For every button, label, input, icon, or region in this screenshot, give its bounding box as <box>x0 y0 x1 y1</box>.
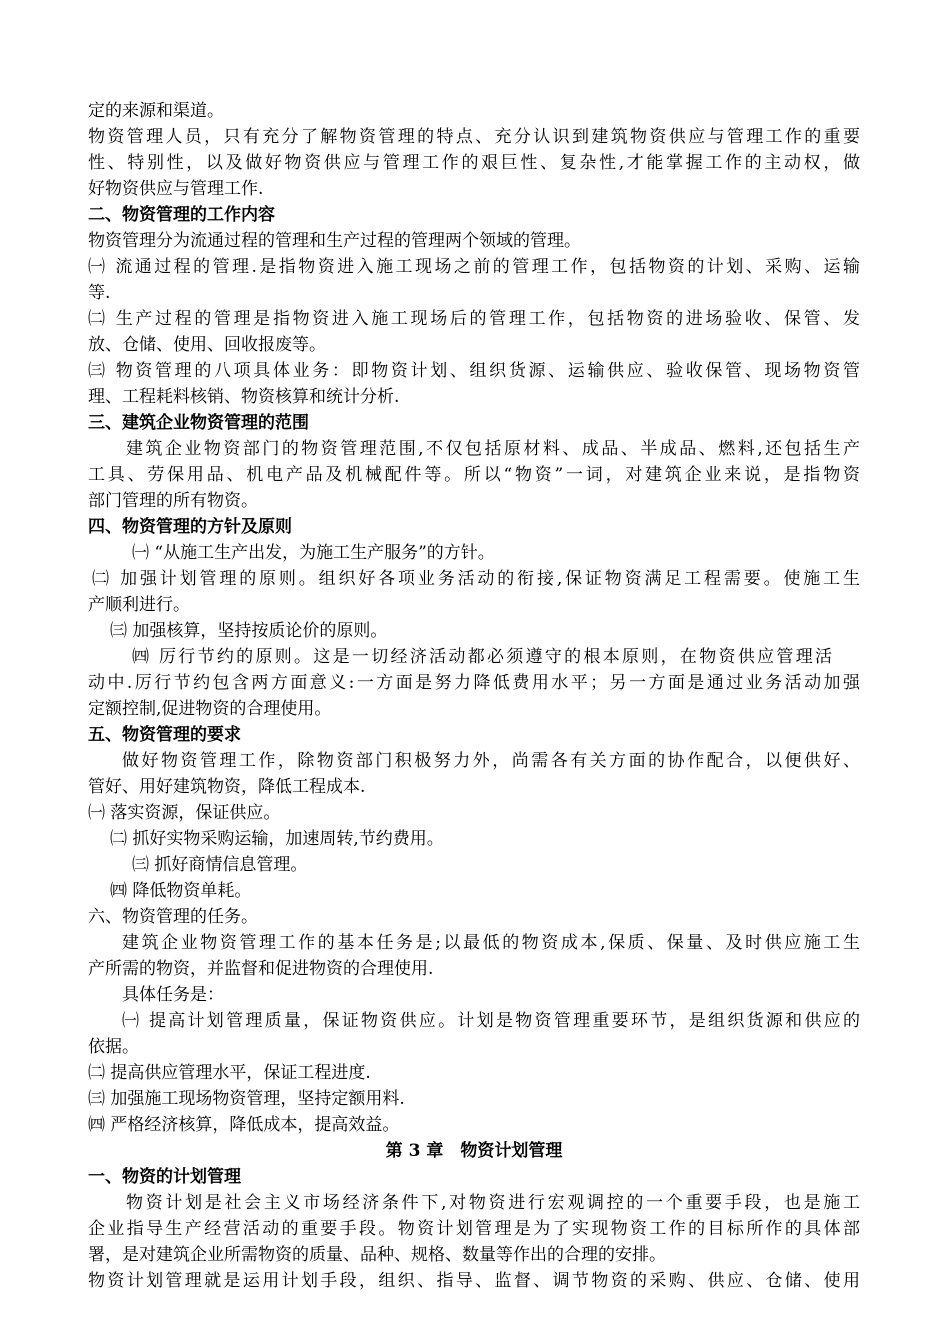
list-item: ㈢ 加强施工现场物资管理，坚持定额用料. <box>88 1089 405 1109</box>
list-item: ㈢ 物资管理的八项具体业务：即物资计划、组织货源、运输供应、验收保管、现场物资管 <box>88 361 860 381</box>
list-item: ㈢ 加强核算，坚持按质论价的原则。 <box>110 621 388 641</box>
text-line: 具体任务是： <box>122 985 224 1005</box>
section-heading: 二、物资管理的工作内容 <box>88 205 275 225</box>
section-heading: 四、物资管理的方针及原则 <box>88 517 292 537</box>
text-line: 理、工程耗料核销、物资核算和统计分析. <box>88 387 400 407</box>
text-line: 部门管理的所有物资。 <box>88 491 258 511</box>
text-line: 产顺利进行。 <box>88 595 190 615</box>
section-heading: 六、物资管理的任务。 <box>88 907 258 927</box>
document-page <box>88 98 860 1294</box>
text-line: 工具、劳保用品、机电产品及机械配件等。所以“物资”一词，对建筑企业来说，是指物资 <box>88 465 860 485</box>
list-item: ㈠ 流通过程的管理.是指物资进入施工现场之前的管理工作，包括物资的计划、采购、运输 <box>88 257 860 277</box>
list-item: ㈣ 严格经济核算，降低成本，提高效益。 <box>88 1115 400 1135</box>
text-line: 企业指导生产经营活动的重要手段。物资计划管理是为了实现物资工作的目标所作的具体部 <box>88 1219 860 1239</box>
text-line: 物资管理分为流通过程的管理和生产过程的管理两个领域的管理。 <box>88 231 581 251</box>
text-line: 产所需的物资，并监督和促进物资的合理使用. <box>88 959 434 979</box>
text-line: 放、仓储、使用、回收报废等。 <box>88 335 326 355</box>
text-line: 署，是对建筑企业所需物资的质量、品种、规格、数量等作出的合理的安排。 <box>88 1245 666 1265</box>
text-line: 物资计划管理就是运用计划手段，组织、指导、监督、调节物资的采购、供应、仓储、使用 <box>88 1271 860 1291</box>
text-line: 建筑企业物资管理工作的基本任务是;以最低的物资成本,保质、保量、及时供应施工生 <box>122 933 860 953</box>
text-line: 做好物资管理工作，除物资部门积极努力外，尚需各有关方面的协作配合，以便供好、 <box>122 751 860 771</box>
section-heading: 一、物资的计划管理 <box>88 1167 241 1187</box>
text-line: 等. <box>88 283 111 303</box>
section-heading: 三、建筑企业物资管理的范围 <box>88 413 309 433</box>
list-item: ㈡ 加强计划管理的原则。组织好各项业务活动的衔接,保证物资满足工程需要。使施工生 <box>92 569 860 589</box>
text-line: 建筑企业物资部门的物资管理范围,不仅包括原材料、成品、半成品、燃料,还包括生产 <box>126 439 860 459</box>
list-item: ㈠ 落实资源，保证供应。 <box>88 803 281 823</box>
list-item: ㈣ 厉行节约的原则。这是一切经济活动都必须遵守的根本原则，在物资供应管理活 <box>132 647 832 667</box>
text-line: 定的来源和渠道。 <box>88 101 224 121</box>
text-line: 性、特别性，以及做好物资供应与管理工作的艰巨性、复杂性,才能掌握工作的主动权，做 <box>88 153 860 173</box>
list-item: ㈡ 生产过程的管理是指物资进入施工现场后的管理工作，包括物资的进场验收、保管、发 <box>88 309 860 329</box>
text-line: 物资计划是社会主义市场经济条件下,对物资进行宏观调控的一个重要手段，也是施工 <box>126 1193 860 1213</box>
list-item: ㈡ 提高供应管理水平，保证工程进度. <box>88 1063 371 1083</box>
text-line: 管好、用好建筑物资，降低工程成本. <box>88 777 366 797</box>
section-heading: 五、物资管理的要求 <box>88 725 241 745</box>
text-line: 好物资供应与管理工作. <box>88 179 264 199</box>
list-item: ㈠ “从施工生产出发，为施工生产服务”的方针。 <box>132 543 495 563</box>
chapter-title: 第 3 章 物资计划管理 <box>385 1141 563 1161</box>
text-line: 依据。 <box>88 1037 139 1057</box>
list-item: ㈠ 提高计划管理质量，保证物资供应。计划是物资管理重要环节，是组织货源和供应的 <box>122 1011 860 1031</box>
text-line: 物资管理人员，只有充分了解物资管理的特点、充分认识到建筑物资供应与管理工作的重要 <box>88 127 860 147</box>
list-item: ㈢ 抓好商情信息管理。 <box>132 855 308 875</box>
list-item: ㈣ 降低物资单耗。 <box>110 881 252 901</box>
list-item: ㈡ 抓好实物采购运输，加速周转,节约费用。 <box>110 829 444 849</box>
text-line: 定额控制,促进物资的合理使用。 <box>88 699 332 719</box>
text-line: 动中.厉行节约包含两方面意义:一方面是努力降低费用水平；另一方面是通过业务活动加强 <box>88 673 860 693</box>
